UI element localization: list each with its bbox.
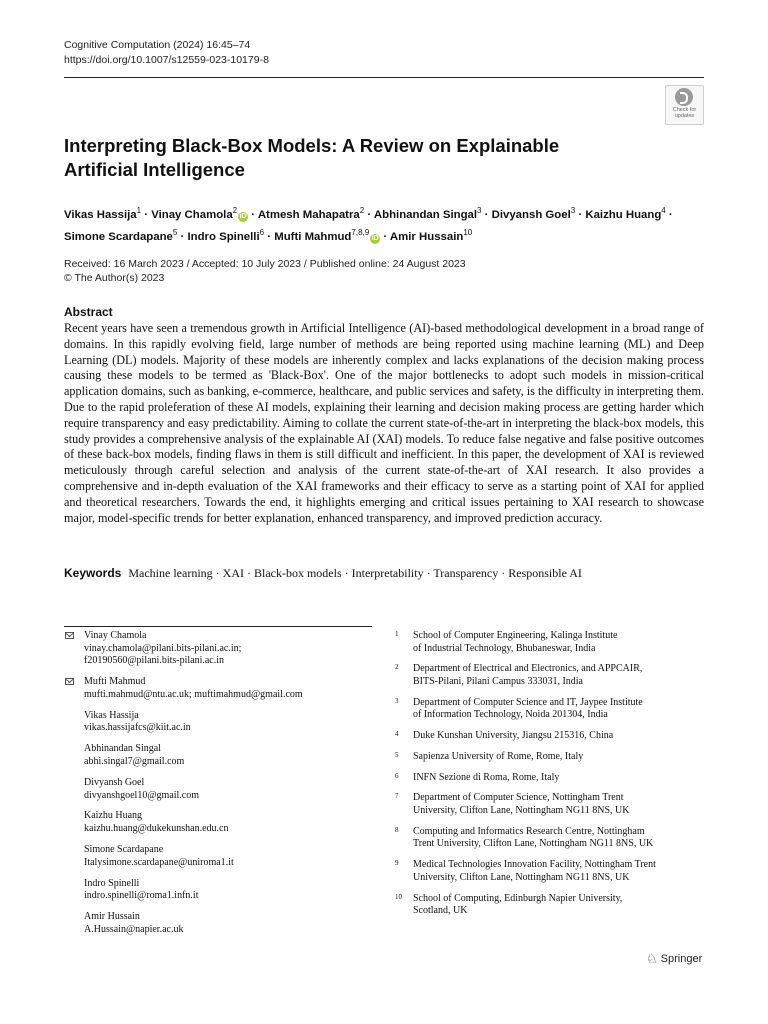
author-separator: · (380, 230, 390, 243)
affiliation-entry (395, 751, 705, 764)
author-separator: · (481, 208, 492, 221)
affiliation-text: of Information Technology, Noida 201304, India (413, 709, 608, 721)
author-affiliation-sup: 5 (172, 227, 178, 237)
author-name[interactable]: Amir Hussain (389, 230, 464, 243)
footnote-rule (64, 626, 372, 627)
affiliation-text: School of Computer Engineering, Kalinga Institute (413, 630, 618, 641)
affiliation-text: University, Clifton Lane, Nottingham NG11 8NS, UK (413, 871, 630, 883)
publisher-name: Springer (660, 953, 703, 965)
contact-name: Indro Spinelli (84, 877, 140, 889)
affiliations (395, 630, 705, 926)
springer-horse-icon: ♘ (646, 951, 658, 966)
affiliation-text: of Industrial Technology, Bhubaneswar, India (413, 642, 596, 654)
orcid-icon[interactable]: iD (239, 212, 247, 220)
author-affiliation-sup: 3 (570, 206, 576, 215)
author-affiliation-sup: 4 (661, 206, 666, 215)
contact-name: Abhinandan Singal (84, 743, 161, 755)
contact-entry (64, 878, 374, 903)
author-separator: · (248, 208, 258, 221)
author-name[interactable]: Divyansh Goel (491, 208, 571, 221)
contact-name: Vikas Hassija (84, 709, 139, 721)
contact-email[interactable]: A.Hussain@napier.ac.uk (84, 923, 184, 935)
contact-email[interactable]: Italysimone.scardapane@uniroma1.it (84, 856, 234, 868)
author-separator: · (665, 208, 673, 221)
affiliation-entry (395, 792, 705, 817)
publication-dates (64, 257, 466, 285)
author-name[interactable]: Atmesh Mahapatra (257, 208, 360, 221)
contact-email[interactable]: divyanshgoel10@gmail.com (84, 789, 200, 801)
copyright-line: © The Author(s) 2023 (64, 272, 165, 284)
author-name[interactable]: Simone Scardapane (64, 230, 173, 243)
journal-citation: Cognitive Computation (2024) 16:45–74 (64, 39, 251, 51)
author-separator: · (575, 208, 586, 221)
contact-entry (64, 710, 374, 735)
abstract-heading: Abstract (64, 305, 113, 319)
affiliation-number: 6 (395, 771, 399, 780)
author-line-2 (64, 224, 704, 246)
contact-name: Divyansh Goel (84, 776, 145, 788)
affiliation-entry (395, 772, 705, 785)
author-separator: · (141, 208, 152, 221)
keywords-text: Machine learning · XAI · Black-box models · Interpretability · Transparency · Responsible AI (128, 566, 582, 580)
contact-email[interactable]: vinay.chamola@pilani.bits-pilani.ac.in; (84, 642, 242, 654)
affiliation-number: 8 (395, 825, 399, 834)
author-name[interactable]: Abhinandan Singal (373, 208, 478, 221)
contact-email[interactable]: mufti.mahmud@ntu.ac.uk; muftimahmud@gmail.com (84, 688, 303, 700)
author-affiliation-sup: 2 (232, 206, 238, 215)
contact-email[interactable]: f20190560@pilani.bits-pilani.ac.in (84, 655, 225, 667)
contact-entry (64, 777, 374, 802)
author-name[interactable]: Kaizhu Huang (585, 208, 662, 221)
author-affiliation-sup: 2 (359, 206, 365, 215)
author-affiliation-sup: 1 (136, 206, 142, 215)
journal-header (64, 38, 269, 68)
affiliation-text: Department of Computer Science, Nottingham Trent (413, 792, 624, 804)
contact-entry (64, 676, 374, 701)
affiliation-text: Duke Kunshan University, Jiangsu 215316, China (413, 730, 614, 742)
author-affiliation-sup: 7,8,9 (351, 227, 370, 237)
contact-email[interactable]: kaizhu.huang@dukekunshan.edu.cn (84, 823, 229, 835)
contact-entry (64, 743, 374, 768)
contact-email[interactable]: vikas.hassijafcs@kiit.ac.in (84, 722, 191, 734)
header-rule (64, 77, 704, 78)
affiliation-entry (395, 663, 705, 688)
author-separator: · (364, 208, 374, 221)
affiliation-number: 5 (395, 750, 399, 759)
affiliation-text: INFN Sezione di Roma, Rome, Italy (413, 771, 560, 783)
contact-entry (64, 911, 374, 936)
affiliation-entry (395, 893, 705, 918)
affiliation-text: BITS-Pilani, Pilani Campus 333031, India (413, 675, 583, 687)
check-updates-label: Check for updates (672, 107, 697, 119)
contact-name: Amir Hussain (84, 911, 140, 923)
publisher-logo (646, 951, 702, 967)
author-name[interactable]: Indro Spinelli (187, 230, 260, 243)
affiliation-entry (395, 730, 705, 743)
contact-name: Mufti Mahmud (84, 676, 146, 688)
author-contacts (64, 630, 374, 945)
affiliation-text: Scotland, UK (413, 905, 468, 917)
author-separator: · (177, 230, 188, 243)
affiliation-number: 7 (395, 792, 399, 801)
affiliation-number: 2 (395, 663, 399, 672)
affiliation-number: 1 (395, 630, 399, 638)
envelope-icon (65, 632, 74, 639)
keywords (64, 565, 704, 581)
doi-link[interactable]: https://doi.org/10.1007/s12559-023-10179-8 (64, 54, 269, 66)
author-affiliation-sup: 3 (477, 206, 482, 215)
author-line-1 (64, 202, 704, 224)
contact-email[interactable]: abhi.singal7@gmail.com (84, 755, 185, 767)
affiliation-number: 4 (395, 730, 399, 739)
affiliation-number: 10 (395, 892, 402, 901)
orcid-icon[interactable]: iD (371, 234, 379, 242)
affiliation-text: Medical Technologies Innovation Facility, Nottingham Trent (413, 859, 656, 871)
affiliation-text: Sapienza University of Rome, Rome, Italy (413, 750, 584, 762)
affiliation-text: Computing and Informatics Research Centre, Nottingham (413, 825, 645, 837)
abstract-text: Recent years have seen a tremendous growth in Artificial Intelligence (AI)-based methodological development in a broad range of domains. In this rapidly evolving field, large number of methods are being reported using machine learning (ML) and Deep Learning (DL) models. Majority of these models are inherently complex and lacks explanations of the decision making process causing these models to be termed as 'Black-Box'. One of the major bottlenecks to adopt such models in mission-critical application domains, such as banking, e-commerce, healthcare, and public services and safety, is the difficulty in interpreting them. Due to the rapid proleferation of these AI models, explaining their learning and decision making process are getting harder which require transparency and easy predictability. Aiming to collate the current state-of-the-art in interpreting the black-box models, this study provides a comprehensive analysis of the explainable AI (XAI) models. To reduce false negative and false positive outcomes of these back-box models, finding flaws in them is still difficult and inefficient. In this paper, the development of XAI is reviewed meticulously through careful selection and analysis of the current state-of-the-art of XAI research. It also provides a comprehensive and in-depth evaluation of the XAI frameworks and their efficacy to serve as a starting point of XAI for applied and theoretical researchers. Towards the end, it highlights emerging and critical issues pertaining to XAI research to showcase major, model-specific trends for better explanation, enhanced transparency, and improved prediction accuracy. (64, 321, 704, 525)
keywords-label: Keywords (64, 566, 122, 580)
contact-name: Simone Scardapane (84, 844, 164, 856)
received-accepted-published: Received: 16 March 2023 / Accepted: 10 July 2023 / Published online: 24 August 2023 (64, 258, 466, 270)
check-updates-icon (675, 88, 693, 106)
paper-title: Interpreting Black-Box Models: A Review on Explainable Artificial Intelligence (64, 135, 560, 180)
author-affiliation-sup: 10 (463, 227, 473, 237)
affiliation-entry (395, 859, 705, 884)
affiliation-number: 3 (395, 696, 399, 705)
author-affiliation-sup: 6 (259, 227, 265, 237)
check-for-updates-badge[interactable] (665, 85, 704, 125)
author-name[interactable]: Vinay Chamola (151, 208, 233, 221)
contact-name: Kaizhu Huang (84, 810, 143, 822)
contact-entry (64, 630, 374, 668)
affiliation-entry (395, 826, 705, 851)
contact-entry (64, 844, 374, 869)
author-list (64, 202, 704, 246)
author-name[interactable]: Vikas Hassija (64, 208, 137, 221)
affiliation-number: 9 (395, 859, 399, 868)
affiliation-text: Department of Computer Science and IT, Jaypee Institute (413, 696, 643, 708)
author-name[interactable]: Mufti Mahmud (274, 230, 352, 243)
affiliation-entry (395, 630, 705, 655)
affiliation-text: School of Computing, Edinburgh Napier University, (413, 892, 623, 904)
affiliation-text: University, Clifton Lane, Nottingham NG11 8NS, UK (413, 805, 630, 817)
affiliation-text: Trent University, Clifton Lane, Nottingham NG11 8NS, UK (413, 838, 654, 850)
envelope-icon (65, 678, 74, 685)
author-separator: · (264, 230, 275, 243)
contact-name: Vinay Chamola (84, 630, 147, 641)
affiliation-entry (395, 697, 705, 722)
contact-entry (64, 810, 374, 835)
contact-email[interactable]: indro.spinelli@roma1.infn.it (84, 890, 199, 902)
affiliation-text: Department of Electrical and Electronics, and APPCAIR, (413, 663, 643, 675)
